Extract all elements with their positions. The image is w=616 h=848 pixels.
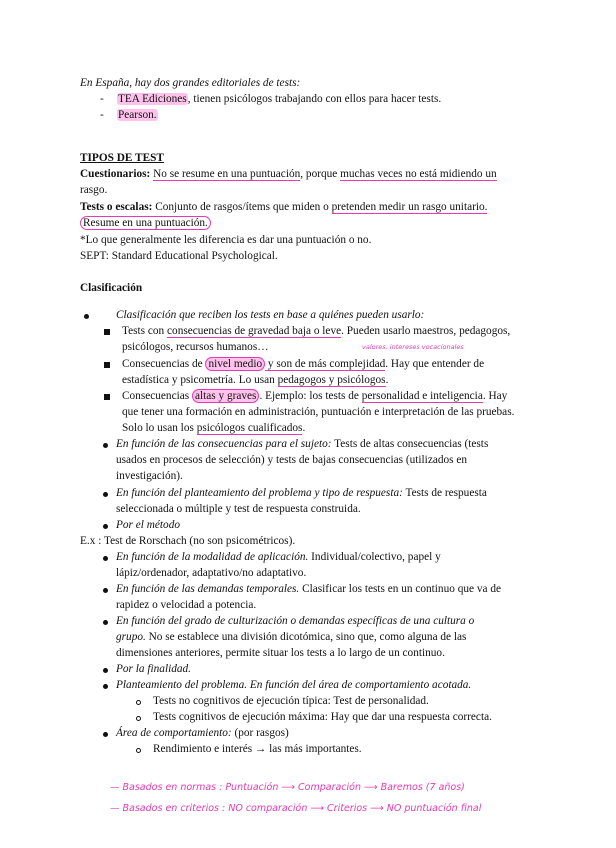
s2-line-2: estadística y psicometría. Lo usan pedagogos y psicólogos.: [122, 374, 389, 386]
b10-line: Área de comportamiento: (por rasgos): [116, 727, 289, 739]
intro-lead: En España, hay dos grandes editoriales de tests:: [80, 77, 301, 89]
b5-line: En función de la modalidad de aplicación. Individual/colectivo, papel y: [116, 551, 441, 563]
section-heading-clasificacion: Clasificación: [80, 282, 143, 294]
bullet-dot: [103, 684, 108, 689]
bullet-circle: [136, 700, 141, 705]
section-heading-tipos: TIPOS DE TEST: [80, 152, 164, 164]
c3-line: Rendimiento e interés → las más importantes.: [153, 743, 362, 755]
b3-line-2: seleccionada o múltiple y test de respuesta construida.: [116, 503, 361, 515]
s1-line: Tests con consecuencias de gravedad baja o leve. Pueden usarlo maestros, pedagogos,: [122, 325, 511, 337]
underline-no-resume: No se resume en una puntuación: [153, 168, 301, 180]
b6-line: En función de las demandas temporales. Clasificar los tests en un continuo que va de: [116, 583, 501, 595]
b7-line: En función del grado de culturización o demandas específicas de una cultura o: [116, 615, 475, 627]
escalas-line: Tests o escalas: Conjunto de rasgos/ítems que miden o pretenden medir un rasgo unitario.: [80, 201, 488, 213]
handwritten-basados-criterios: — Basados en criterios : NO comparación ⟶ Criterios ⟶ NO puntuación final: [110, 803, 482, 814]
b7-line-3: dimensiones anteriores, permite situar los tests a lo largo de un continuo.: [116, 647, 445, 659]
circled-nivel-medio: nivel medio: [205, 357, 265, 371]
b3-line: En función del planteamiento del problema y tipo de respuesta: Tests de respuesta: [116, 487, 487, 499]
intro-item-tea: TEA Ediciones, tienen psicólogos trabajando con ellos para hacer tests.: [118, 93, 442, 105]
b2-line-3: investigación).: [116, 470, 183, 482]
cuestionarios-line: Cuestionarios: No se resume en una puntuación, porque muchas veces no está midiendo un: [80, 168, 497, 180]
bullet-circle: [136, 748, 141, 753]
s3-line: Consecuencias altas y graves . Ejemplo: los tests de personalidad e inteligencia. Hay: [122, 390, 508, 402]
bullet-dot: [103, 588, 108, 593]
b6-line-2: rapidez o velocidad a potencia.: [116, 599, 257, 611]
escalas-line-2: [80, 216, 211, 231]
note-line: *Lo que generalmente les diferencia es dar una puntuación o no.: [80, 234, 372, 246]
b5-line-2: lápiz/ordenador, adaptativo/no adaptativo.: [116, 567, 307, 579]
bullet-dot: [103, 732, 108, 737]
underline-rasgo-unitario: pretenden medir un rasgo unitario.: [331, 201, 488, 213]
bullet-dot: [103, 668, 108, 673]
underline-no-midiendo: muchas veces no está midiendo un: [340, 168, 497, 180]
bullet-square: [104, 362, 110, 368]
b7-line-2: grupo. No se establece una división dicotómica, sino que, como alguna de las: [116, 631, 467, 643]
s2-line: Consecuencias de nivel medio y son de más complejidad. Hay que entender de: [122, 358, 485, 370]
example-line: E.x : Test de Rorschach (no son psicométricos).: [80, 535, 296, 547]
handwritten-note-valores: valores, intereses vocacionales: [362, 343, 464, 351]
sept-line: SEPT: Standard Educational Psychological.: [80, 250, 278, 262]
s3-line-2: que tener una formación en administración, puntuación e interpretación de las pruebas.: [122, 406, 515, 418]
bullet-dot: [103, 443, 108, 448]
bullet-dot: [103, 492, 108, 497]
s3-line-3: Solo lo usan los psicólogos cualificados.: [122, 422, 306, 434]
bullet-square: [104, 394, 110, 400]
handwritten-basados-normas: — Basados en normas : Puntuación ⟶ Comparación ⟶ Baremos (7 años): [110, 782, 465, 793]
highlight-pearson: Pearson.: [118, 109, 157, 121]
dash-bullet: -: [100, 93, 104, 105]
dash-bullet: -: [100, 109, 104, 121]
circled-resume: Resume en una puntuación.: [80, 216, 211, 230]
b2-line-2: usados en procesos de selección) y tests de bajas consecuencias (utilizados en: [116, 454, 468, 466]
b4-line: Por el método: [116, 519, 181, 531]
b2-line: En función de las consecuencias para el sujeto: Tests de altas consecuencias (tests: [116, 438, 489, 450]
highlight-tea: TEA Ediciones: [118, 93, 187, 105]
s1-line-2: psicólogos, recursos humanos…: [122, 341, 269, 353]
cuestionarios-line-2: rasgo.: [80, 184, 108, 196]
bullet-dot: [84, 314, 89, 319]
bullet-circle: [136, 716, 141, 721]
b8-line: Por la finalidad.: [116, 663, 192, 675]
bullet-dot: [103, 556, 108, 561]
intro-item-pearson: [117, 108, 158, 123]
b1-line: Clasificación que reciben los tests en base a quiénes pueden usarlo:: [116, 309, 425, 321]
c2-line: Tests cognitivos de ejecución máxima: Hay que dar una respuesta correcta.: [153, 711, 492, 723]
bullet-dot: [103, 620, 108, 625]
bullet-square: [104, 329, 110, 335]
b9-line: Planteamiento del problema. En función del área de comportamiento acotada.: [116, 679, 472, 691]
circled-altas-graves: altas y graves: [192, 389, 259, 403]
c1-line: Tests no cognitivos de ejecución típica: Test de personalidad.: [153, 695, 429, 707]
bullet-dot: [103, 524, 108, 529]
